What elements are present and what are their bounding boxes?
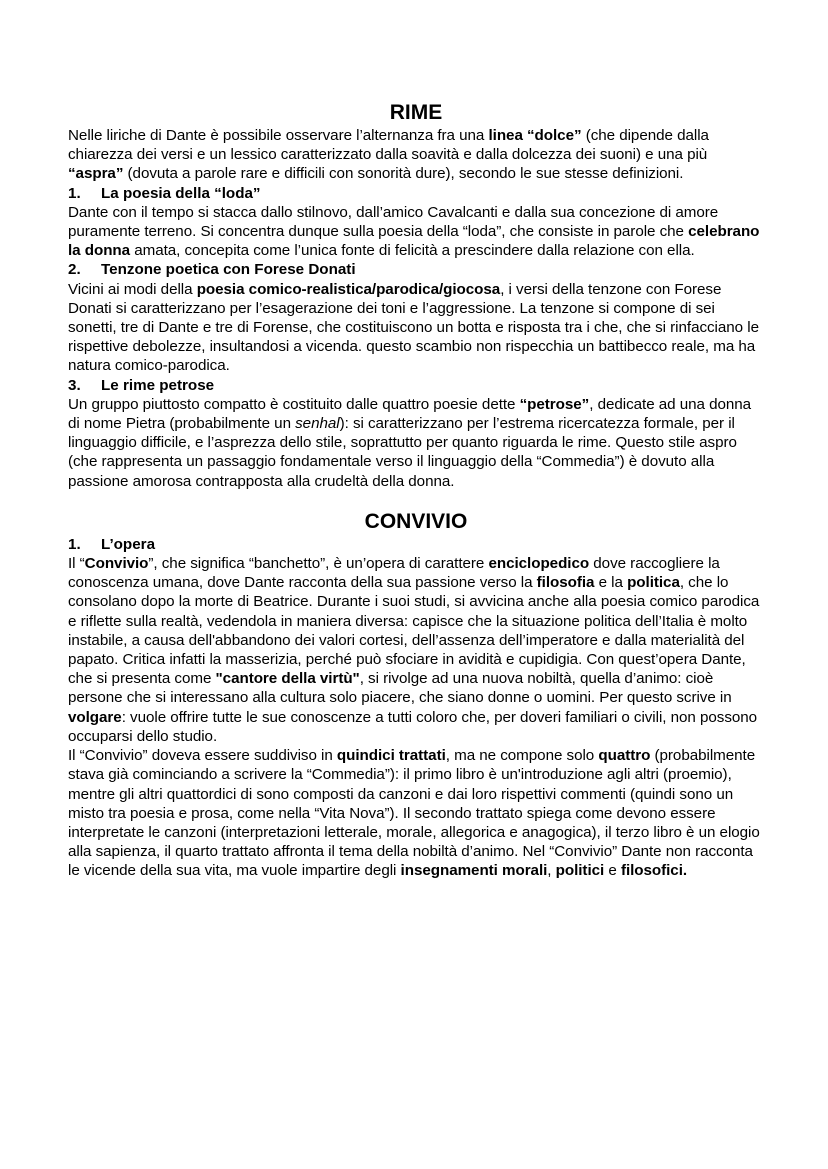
bold-text: filosofici.	[620, 862, 688, 880]
convivio-paragraph-2	[68, 746, 764, 880]
text-run: : vuole offrire tutte le sue conoscenze a tutti coloro che, per doveri familiari o civili, non possono occuparsi dello studio.	[68, 708, 758, 745]
section-title-rime: RIME	[389, 101, 443, 124]
heading-text: La poesia della “loda”	[101, 184, 261, 202]
text-run: , dedicate ad una donna di nome Pietra (probabilmente un	[68, 395, 752, 433]
bold-text: enciclopedico	[488, 555, 590, 573]
bold-text: insegnamenti morali	[400, 862, 548, 880]
heading-number: 3.	[68, 376, 81, 394]
italic-text: senhal	[295, 415, 340, 433]
rime-heading-3	[68, 376, 764, 395]
heading-text: L’opera	[101, 535, 156, 553]
document-page	[68, 100, 764, 881]
text-run: , ma ne compone solo	[445, 747, 599, 765]
rime-body-2	[68, 280, 764, 376]
convivio-heading-1	[68, 535, 764, 554]
text-run: , i versi della tenzone con Forese Donati si caratterizzano per l’esagerazione dei toni e l’aggressione. La tenzone si compone di sei sonetti, tre di Dante e tre di Forense, che costituiscono un botta e risposta tra i che, che si rinfacciano le rispettive debolezze, insultandosi a vicenda. questo scambio non rispecchia un battibecco reale, ma ha natura comico-parodica.	[68, 280, 759, 375]
bold-text: quindici trattati	[336, 747, 446, 765]
text-run: e	[604, 862, 621, 880]
bold-text: poesia comico-realistica/parodica/giocosa	[196, 280, 501, 298]
text-run: ,	[547, 862, 556, 880]
text-run: Nelle liriche di Dante è possibile osservare l’alternanza fra una	[68, 127, 489, 144]
bold-text: Convivio	[84, 555, 149, 573]
text-run: , si rivolge ad una nuova nobiltà, quella d’animo: cioè persone che si interessano alla cultura solo piacere, che siano donne o uomini. Per questo scrive in	[68, 670, 732, 707]
bold-text: “petrose”	[519, 395, 590, 413]
bold-text: politica	[627, 574, 680, 592]
text-run: e la	[594, 574, 628, 592]
bold-text: quattro	[598, 747, 651, 765]
convivio-paragraph-1	[68, 554, 764, 746]
rime-body-1	[68, 203, 764, 261]
text-run: Il “Convivio” doveva essere suddiviso in	[68, 747, 337, 765]
bold-text: “aspra”	[68, 165, 124, 183]
heading-text: Tenzone poetica con Forese Donati	[101, 261, 356, 279]
text-run: ”, che significa “banchetto”, è un’opera di carattere	[148, 555, 489, 573]
heading-number: 1.	[68, 535, 81, 553]
section-title-convivio: CONVIVIO	[364, 509, 468, 533]
rime-heading-2	[68, 260, 764, 279]
heading-number: 2.	[68, 261, 81, 279]
text-run: Vicini ai modi della	[68, 280, 197, 298]
text-run: ): si caratterizzano per l’estrema ricercatezza formale, per il linguaggio difficile, e l’asprezza dello stile, soprattutto per quanto riguarda le rime. Questo stile aspro (che rappresenta un passaggio fondamentale verso il linguaggio della “Commedia”) è dovuto alla passione amorosa contrapposta alla crudeltà della donna.	[68, 415, 737, 490]
rime-intro	[68, 126, 764, 184]
bold-text: volgare	[68, 708, 122, 726]
heading-text: Le rime petrose	[101, 376, 215, 394]
rime-heading-1	[68, 184, 764, 203]
bold-text: filosofia	[536, 574, 595, 592]
text-run: (probabilmente stava già cominciando a scrivere la “Commedia”): il primo libro è un'introduzione agli altri (proemio), mentre gli altri quattordici di sono composti da canzoni e dai loro rispettivi commenti (quindi sono un misto tra poesia e prosa, come nella “Vita Nova”). Il secondo trattato spiega come devono essere interpretate le canzoni (interpretazioni letterale, morale, allegorica e anagogica), il terzo libro è un elogio alla sapienza, il quarto trattato affronta il tema della nobiltà d’animo. Nel “Convivio” Dante non racconta le vicende della sua vita, ma vuole impartire degli	[68, 747, 760, 880]
text-run: Dante con il tempo si stacca dallo stilnovo, dall’amico Cavalcanti e dalla sua concezione di amore puramente terreno. Si concentra dunque sulla poesia della “loda”, che consiste in parole che	[68, 203, 719, 241]
text-run: (dovuta a parole rare e difficili con sonorità dure), secondo le sue stesse definizioni.	[123, 165, 684, 183]
text-run: Il “	[68, 555, 85, 573]
text-run: , che lo consolano dopo la morte di Beatrice. Durante i suoi studi, si avvicina anche alla poesia comico parodica e riflette sulla realtà, vedendola in maniera diversa: capisce che la situazione politica dell’Italia è molto instabile, a causa dell'abbandono dei valori cortesi, dell’assenza dell’imperatore e dalla materialità del papato. Critica infatti la masserizia, perché può sfociare in avidità e cupidigia. Con quest’opera Dante, che si presenta come	[68, 574, 760, 688]
bold-text: politici	[555, 862, 605, 880]
text-run: (che dipende dalla chiarezza dei versi e un lessico caratterizzato dalla soavità e dalla dolcezza dei suoni) e una più	[68, 127, 709, 164]
text-run: Un gruppo piuttosto compatto è costituito dalle quattro poesie dette	[68, 395, 520, 413]
bold-text: celebrano la donna	[68, 223, 760, 260]
bold-text: "cantore della virtù"	[215, 670, 360, 688]
rime-body-3	[68, 395, 764, 491]
text-run: dove raccogliere la conoscenza umana, dove Dante racconta della sua passione verso la	[68, 555, 720, 592]
text-run: amata, concepita come l’unica fonte di felicità a prescindere dalla relazione con ella.	[130, 242, 695, 260]
bold-text: linea “dolce”	[488, 127, 582, 144]
heading-number: 1.	[68, 184, 81, 202]
